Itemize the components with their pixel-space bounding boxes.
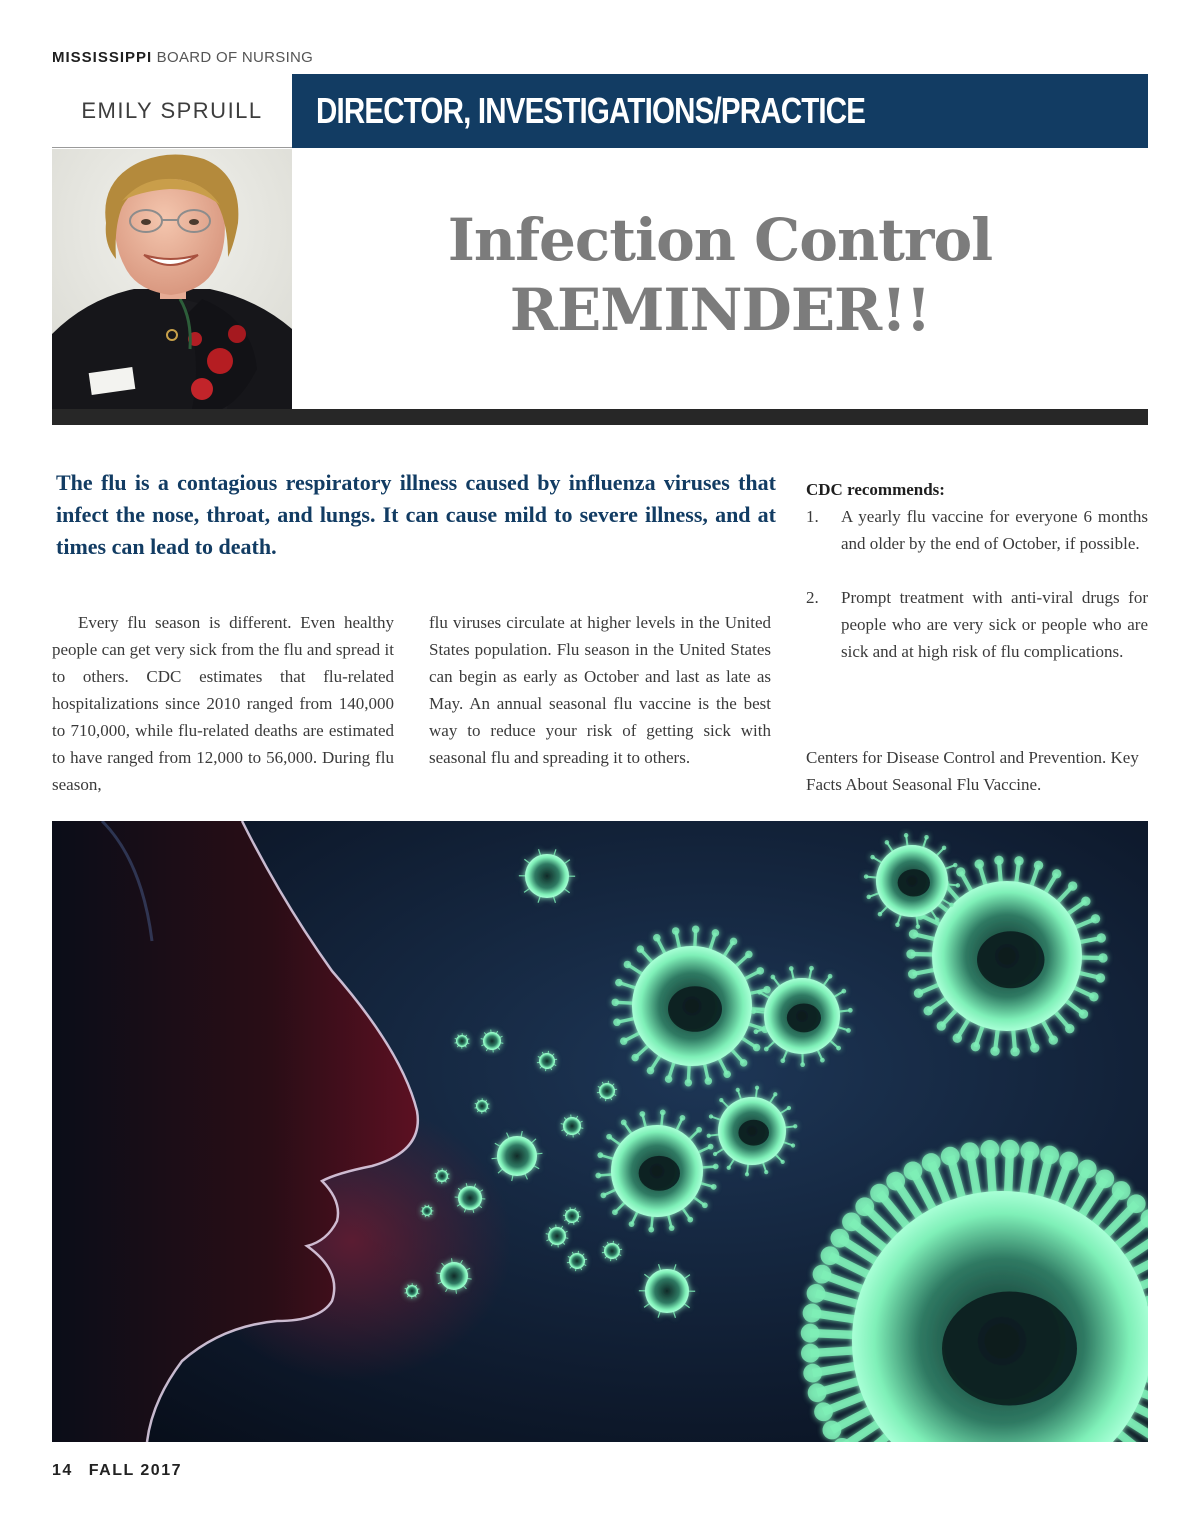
headline-line-1: Infection Control [447,206,993,274]
page-footer [52,1462,182,1480]
masthead-state: MISSISSIPPI [52,49,153,66]
author-title: DIRECTOR, INVESTIGATIONS/PRACTICE [316,90,866,131]
virus-artwork [52,821,1148,1442]
page-number: 14 [52,1462,73,1479]
body-column-2: flu viruses circulate at higher levels in the United States population. Flu season in the United States can begin as early as October and last as late as May. An annual seasonal flu vaccine is the best way to reduce your risk of getting sick with seasonal flu and spreading it to others. [429,613,771,767]
cdc-item-text: A yearly flu vaccine for everyone 6 months and older by the end of October, if possible. [841,507,1148,553]
issue-label: FALL 2017 [88,1462,182,1479]
author-title-bar [292,74,1148,148]
body-column-1: Every flu season is different. Even healthy people can get very sick from the flu and spread it to others. CDC estimates that flu-related hospitalizations since 2010 ranged from 140,000 to 710,000, while flu-related deaths are estimated to have ranged from 12,000 to 56,000. During flu season, [52,613,394,794]
portrait-illustration [52,149,292,409]
headline-line-2: REMINDER!! [509,276,931,344]
cdc-item-number: 2. [806,588,819,607]
article-headline [292,205,1148,345]
author-name: EMILY SPRUILL [52,74,292,148]
header-rule [52,409,1148,425]
cdc-item [806,503,1148,557]
cdc-item-number: 1. [806,507,819,526]
cdc-recommendations [806,476,1148,665]
cdc-item-text: Prompt treatment with anti-viral drugs for people who are very sick or people who are sick and at high risk of flu complications. [841,588,1148,661]
flu-virus-illustration [52,821,1148,1442]
author-portrait [52,149,292,409]
cdc-heading: CDC recommends: [806,480,945,499]
citation: Centers for Disease Control and Prevention. Key Facts About Seasonal Flu Vaccine. [806,748,1139,794]
masthead [52,49,313,66]
masthead-org: BOARD OF NURSING [156,49,314,66]
article-lede: The flu is a contagious respiratory illness caused by influenza viruses that infect the nose, throat, and lungs. It can cause mild to severe illness, and at times can lead to death. [56,470,776,559]
cdc-item [806,584,1148,665]
